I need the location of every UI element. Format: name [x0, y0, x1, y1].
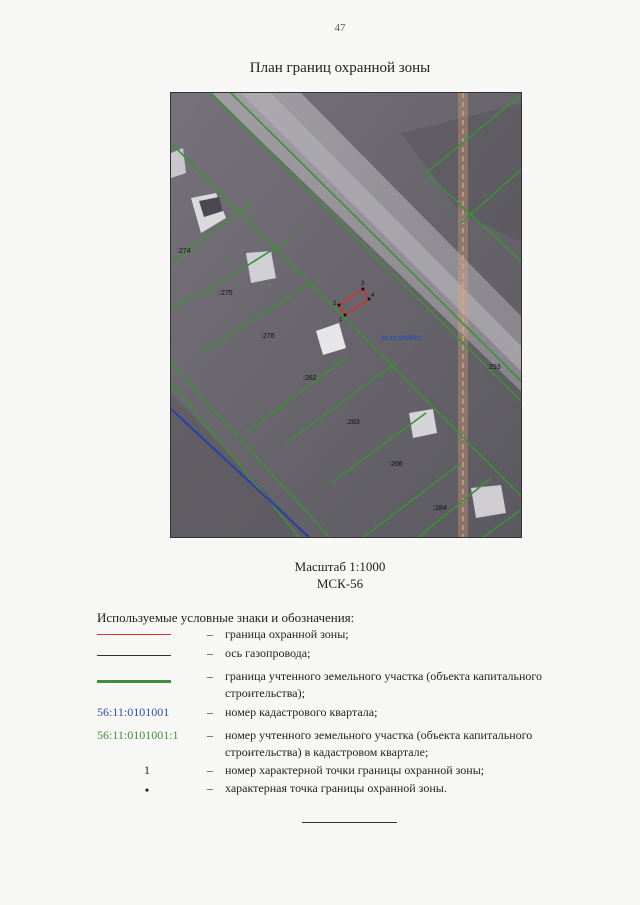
legend-description: граница учтенного земельного участка (объекта капитального строительства);	[225, 669, 543, 700]
legend-description: номер характерной точки границы охранной зоны;	[225, 763, 485, 777]
footer-rule	[302, 822, 397, 823]
legend-dash: –	[207, 627, 213, 641]
legend-heading: Используемые условные знаки и обозначения:	[97, 610, 355, 625]
legend-dash: –	[207, 728, 213, 742]
point-label: 3	[361, 281, 365, 287]
black-line-symbol	[97, 655, 171, 656]
building	[246, 251, 276, 283]
point-dot-sample: •	[144, 783, 150, 797]
parcel-label: :284	[433, 505, 447, 512]
legend-dash: –	[207, 781, 213, 795]
protection-zone-map	[170, 92, 522, 538]
parcel-label: :276	[261, 333, 275, 340]
parcel-label: :283	[346, 419, 360, 426]
red-line-symbol	[97, 634, 171, 635]
point-label: 1	[339, 317, 343, 323]
aerial-map	[171, 93, 522, 538]
parcel-label: :266	[389, 461, 403, 468]
parcel-label: :282	[303, 375, 317, 382]
parcel-number-sample: 56:11:0101001:1	[97, 728, 179, 742]
point-number-sample: 1	[144, 763, 150, 777]
legend-description: характерная точка границы охранной зоны.	[225, 781, 447, 795]
quarter-number-sample: 56:11:0101001	[97, 705, 170, 719]
page-number: 47	[334, 22, 346, 34]
green-line-symbol	[97, 680, 171, 683]
coordinate-system: МСК-56	[316, 576, 364, 591]
legend-dash: –	[207, 669, 213, 683]
legend-description: номер кадастрового квартала;	[225, 705, 378, 719]
parcel-label: :274	[177, 248, 191, 255]
scale-block	[0, 558, 640, 592]
legend-dash: –	[207, 705, 213, 719]
legend-description: номер учтенного земельного участка (объекта капитального строительства) в кадастровом квартале;	[225, 728, 533, 759]
legend-description: ось газопровода;	[225, 646, 311, 660]
legend-dash: –	[207, 763, 213, 777]
parcel-label: :293	[487, 364, 501, 371]
legend-description: граница охранной зоны;	[225, 627, 349, 641]
legend-dash: –	[207, 646, 213, 660]
cadastral-quarter-label: 56:19:1018001	[381, 336, 422, 342]
point-label: 4	[371, 293, 375, 299]
building	[409, 409, 437, 438]
page-title: План границ охранной зоны	[249, 60, 431, 76]
scale-value: Масштаб 1:1000	[294, 559, 386, 574]
point-label: 2	[333, 301, 337, 307]
parcel-label: :275	[219, 290, 233, 297]
